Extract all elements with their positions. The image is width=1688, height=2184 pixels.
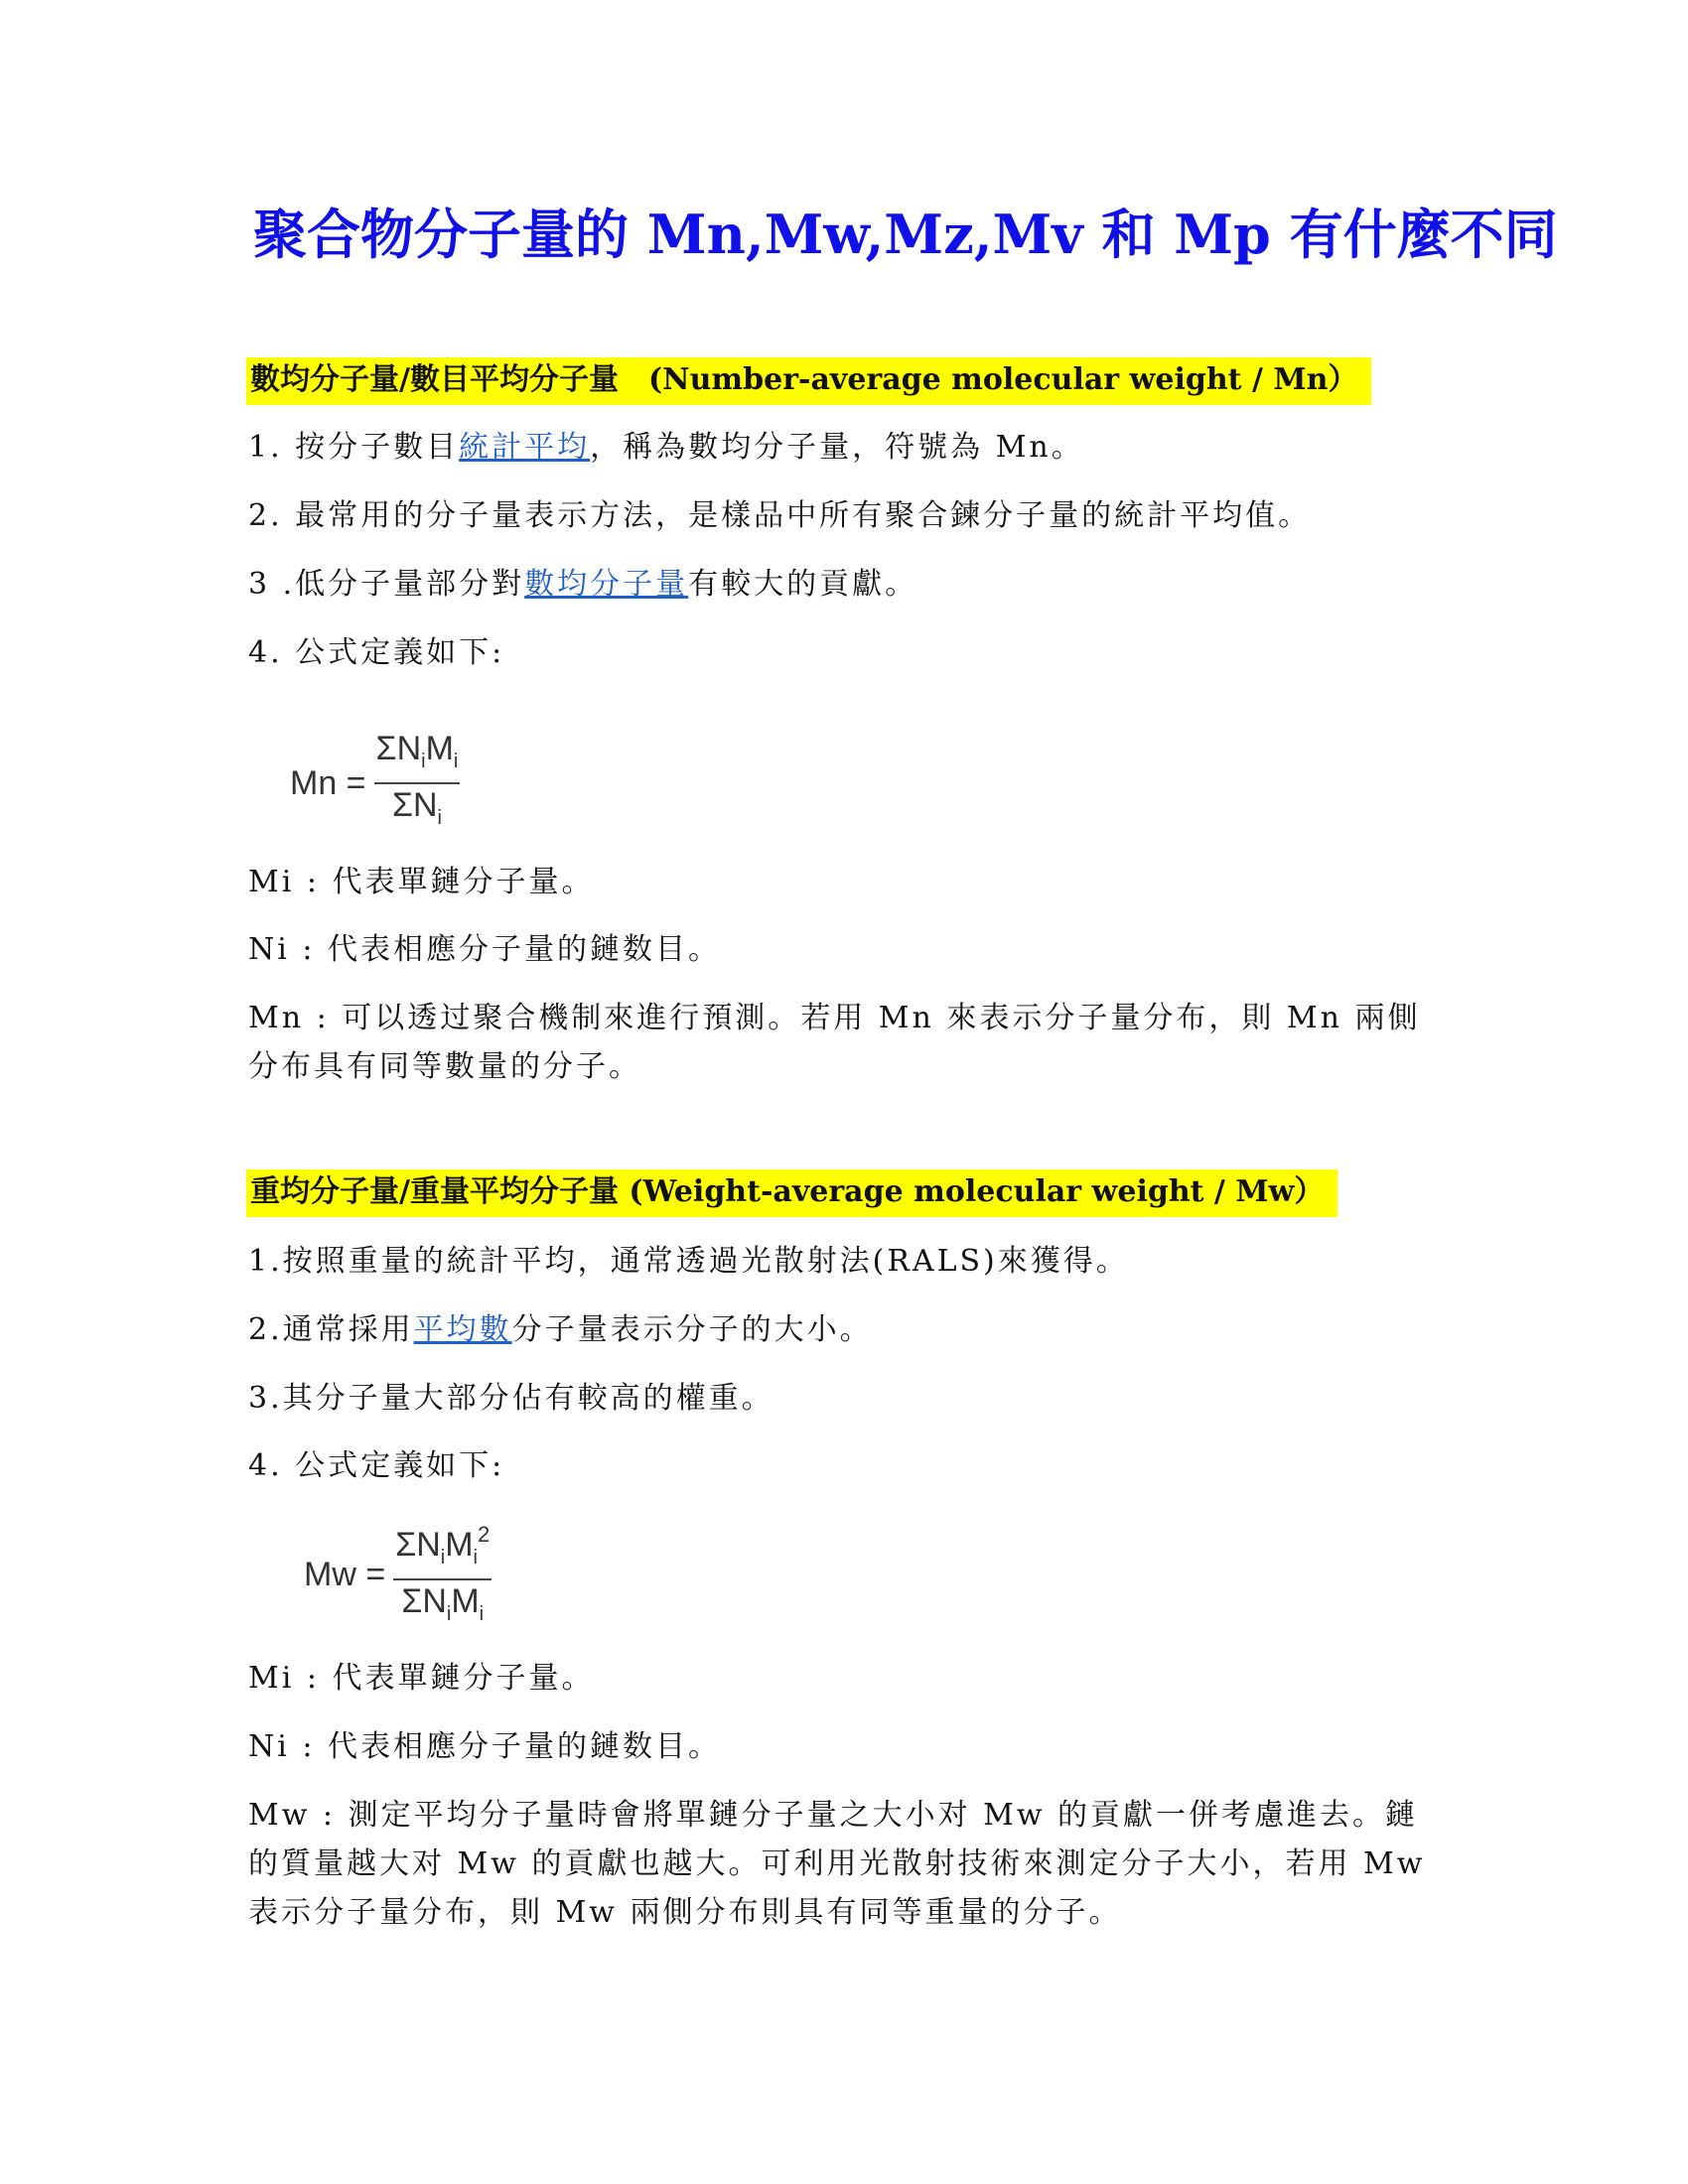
mn-item-4: 4. 公式定義如下: [248, 635, 505, 670]
link-statistical-average[interactable]: 統計平均 [459, 430, 591, 465]
mn-item-3-suffix: 有較大的貢獻。 [688, 567, 918, 602]
mw-formula-lhs: Mw = [304, 1555, 386, 1593]
mn-description: Mn : 可以透过聚合機制來進行預測。若用 Mn 來表示分子量分布，則 Mn 兩側分布具有同等數量的分子。 [248, 1001, 1421, 1084]
mw-formula-denominator: $\Sigma N_iM_i$ [401, 1582, 485, 1625]
mn-ni-definition: Ni : 代表相應分子量的鏈数目。 [248, 932, 722, 967]
mw-item-3: 3.其分子量大部分佔有較高的權重。 [248, 1381, 774, 1416]
mn-item-2: 2. 最常用的分子量表示方法，是樣品中所有聚合鍊分子量的統計平均值。 [248, 498, 1312, 533]
mw-item-1: 1.按照重量的統計平均，通常透過光散射法(RALS)來獲得。 [248, 1244, 1129, 1279]
mn-item-1-text: 1. 按分子數目 [248, 430, 460, 465]
mn-item-1 [248, 429, 1084, 467]
mn-formula [290, 728, 460, 839]
mw-item-2-text: 2.通常採用 [248, 1312, 414, 1347]
mw-formula-fraction [393, 1514, 492, 1635]
mn-formula-numerator: $\Sigma N_iM_i$ [375, 730, 459, 772]
mn-formula-lhs: Mn = [290, 763, 366, 802]
mn-formula-denominator: $\Sigma N_i$ [391, 786, 442, 829]
page-title: 聚合物分子量的 Mn,Mw,Mz,Mv 和 Mp 有什麼不同 [253, 203, 1558, 266]
mw-formula [304, 1514, 492, 1635]
mn-section-heading: 數均分子量/數目平均分子量 (Number-average molecular weight / Mn） [246, 357, 1371, 405]
mw-item-2-suffix: 分子量表示分子的大小。 [511, 1312, 873, 1347]
mw-item-4: 4. 公式定義如下: [248, 1448, 505, 1483]
mn-item-1-suffix: ，稱為數均分子量，符號為 Mn。 [590, 430, 1084, 465]
mw-item-2 [248, 1311, 873, 1349]
mn-mi-definition: Mi : 代表單鏈分子量。 [248, 865, 595, 899]
mw-ni-definition: Ni : 代表相應分子量的鏈数目。 [248, 1729, 722, 1764]
mn-item-3 [248, 566, 917, 604]
link-number-average-mw[interactable]: 數均分子量 [524, 567, 689, 602]
mw-description: Mw : 測定平均分子量時會將單鏈分子量之大小对 Mw 的貢獻一併考慮進去。鏈的質量越大对 Mw 的貢獻也越大。可利用光散射技術來測定分子大小，若用 Mw 表示分子量分布，則 Mw 兩側分布則具有同等重量的分子。 [248, 1798, 1426, 1930]
mn-item-3-text: 3 .低分子量部分對 [248, 567, 525, 602]
mw-section-heading: 重均分子量/重量平均分子量 (Weight-average molecular weight / Mw） [246, 1169, 1337, 1217]
link-average-number[interactable]: 平均數 [413, 1312, 512, 1347]
mw-formula-numerator: $\Sigma N_iM_i^2$ [395, 1522, 491, 1569]
mn-formula-fraction [374, 728, 461, 839]
mw-mi-definition: Mi : 代表單鏈分子量。 [248, 1661, 595, 1696]
